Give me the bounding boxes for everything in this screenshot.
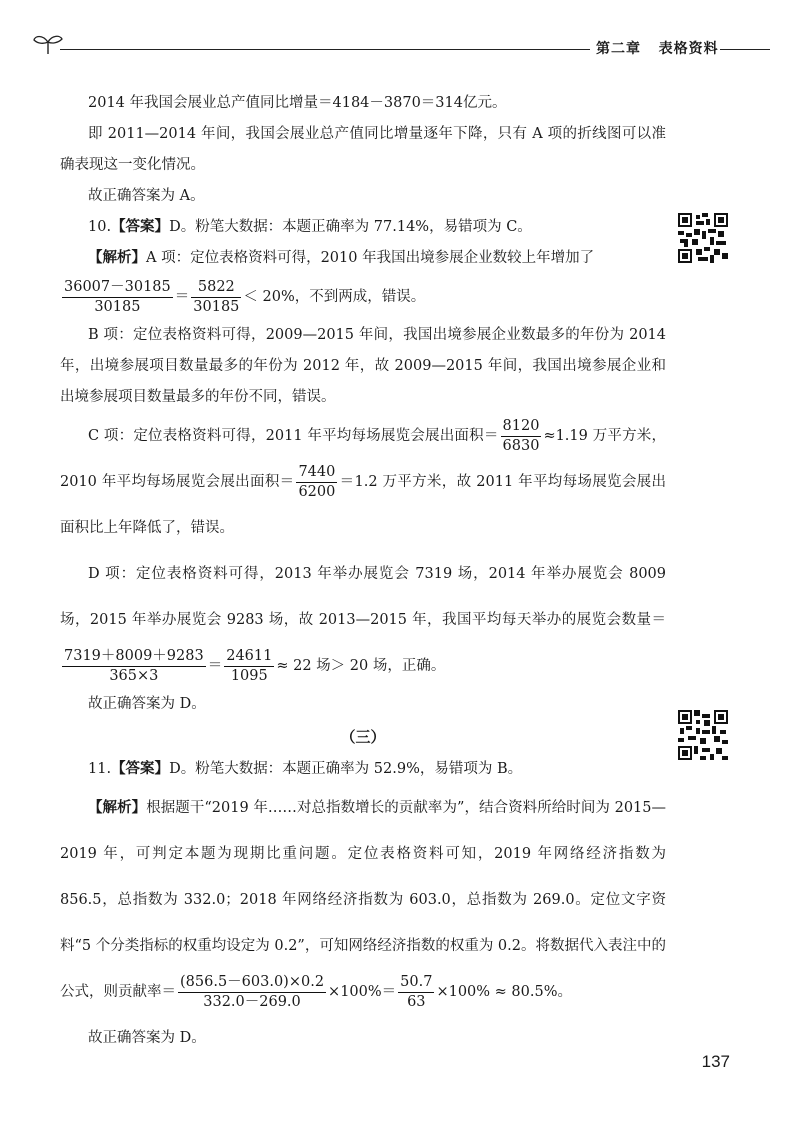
fraction-denominator: 30185 bbox=[193, 298, 240, 315]
q10-d-text: D 项：定位表格资料可得，2013 年举办展览会 7319 场，2014 年举办展览会 8009 场，2015 年举办展览会 9283 场，故 2013—2015 年，我国平均每天举办的展览会数量＝ bbox=[60, 566, 666, 628]
fraction-numerator: 24611 bbox=[224, 648, 274, 667]
paragraph-answer-a: 故正确答案为 A。 bbox=[88, 188, 205, 204]
fraction-denominator: 1095 bbox=[230, 667, 268, 684]
q10-analysis-label: 【解析】 bbox=[88, 250, 146, 266]
header-rule-left bbox=[60, 49, 590, 50]
fraction-numerator: 8120 bbox=[501, 418, 542, 437]
q10-answer-text: D。粉笔大数据：本题正确率为 77.14%，易错项为 C。 bbox=[169, 219, 532, 235]
fraction-denominator: 63 bbox=[407, 993, 426, 1010]
q10-conclusion: 故正确答案为 D。 bbox=[88, 696, 206, 712]
fraction-denominator: 6830 bbox=[502, 437, 540, 454]
q11-analysis-text: 根据题干“2019 年……对总指数增长的贡献率为”，结合资料所给时间为 2015—2019 年，可判定本题为现期比重问题。定位表格资料可知，2019 年网络经济指数为 856.5，总指数为 332.0；2018 年网络经济指数为 603.0，总指数为 269.0。定位文字资料“5 个分类指标的权重均设定为 0.2”，可知网络经济指数的权重为 0.2。将数据代入表注中的公式，则贡献率＝ bbox=[60, 800, 666, 1000]
q11-answer-text: D。粉笔大数据：本题正确率为 52.9%，易错项为 B。 bbox=[169, 761, 523, 777]
fraction bbox=[224, 648, 274, 684]
fraction bbox=[191, 279, 241, 315]
q10-answer-label: 【答案】 bbox=[111, 219, 170, 235]
fraction-numerator: 5822 bbox=[191, 279, 241, 298]
q11-mid: ×100%＝ bbox=[328, 984, 397, 1000]
page-header bbox=[30, 28, 770, 68]
q10-d-tail: ≈ 22 场＞ 20 场，正确。 bbox=[276, 658, 446, 674]
section-title: （三） bbox=[340, 728, 386, 746]
q10-answer bbox=[60, 212, 666, 243]
paragraph-trend: 即 2011—2014 年间，我国会展业总产值同比增量逐年下降，只有 A 项的折线图可以准确表现这一变化情况。 bbox=[60, 126, 666, 173]
q10-a-text: A 项：定位表格资料可得，2010 年我国出境参展企业数较上年增加了 bbox=[146, 250, 595, 266]
q10-c-text-3: ＝1.2 万平方米，故 2011 年平均每场展览会展出面积比上年降低了，错误。 bbox=[60, 474, 666, 536]
fraction-denominator: 365×3 bbox=[109, 667, 159, 684]
fraction-denominator: 6200 bbox=[298, 483, 336, 500]
fraction bbox=[178, 974, 326, 1010]
q11-number: 11. bbox=[88, 761, 112, 777]
fraction-numerator: 50.7 bbox=[398, 974, 434, 993]
chapter-label: 第二章 bbox=[596, 41, 641, 57]
paragraph-growth: 2014 年我国会展业总产值同比增量＝4184－3870＝314亿元。 bbox=[88, 95, 507, 111]
fraction bbox=[398, 974, 434, 1010]
fraction-denominator: 30185 bbox=[94, 298, 141, 315]
q10-c-text-1: C 项：定位表格资料可得，2011 年平均每场展览会展出面积＝ bbox=[88, 428, 499, 444]
fraction-numerator: 36007－30185 bbox=[62, 279, 173, 298]
fraction bbox=[501, 418, 542, 454]
q10-c-text-2: ≈1.19 万平方米，2010 年平均每场展览会展出面积＝ bbox=[60, 428, 667, 490]
fraction bbox=[62, 279, 173, 315]
q11-tail: ×100% ≈ 80.5%。 bbox=[436, 984, 572, 1000]
fraction bbox=[62, 648, 206, 684]
q10-a-tail: ＜ 20%，不到两成，错误。 bbox=[243, 289, 426, 305]
fraction-numerator: 7319＋8009＋9283 bbox=[62, 648, 206, 667]
fraction-denominator: 332.0－269.0 bbox=[203, 993, 301, 1010]
sprout-icon bbox=[32, 32, 64, 56]
q10-analysis-a bbox=[60, 243, 666, 274]
chapter-title: 表格资料 bbox=[658, 41, 719, 57]
q11-analysis bbox=[60, 785, 666, 1015]
q10-number: 10. bbox=[88, 219, 112, 235]
q11-answer bbox=[60, 754, 666, 785]
chapter-heading bbox=[596, 38, 719, 58]
q10-analysis-d bbox=[60, 551, 666, 689]
fraction-numerator: 7440 bbox=[296, 464, 337, 483]
page-body bbox=[60, 88, 666, 1054]
qr-code-icon[interactable] bbox=[678, 710, 728, 760]
q11-answer-label: 【答案】 bbox=[111, 761, 170, 777]
qr-code-icon[interactable] bbox=[678, 213, 728, 263]
q11-conclusion: 故正确答案为 D。 bbox=[88, 1030, 206, 1046]
equals: ＝ bbox=[174, 289, 190, 305]
q10-a-formula bbox=[60, 274, 666, 320]
page-number: 137 bbox=[701, 1052, 730, 1071]
q10-analysis-c bbox=[60, 413, 666, 551]
fraction-numerator: (856.5－603.0)×0.2 bbox=[178, 974, 326, 993]
q11-analysis-label: 【解析】 bbox=[88, 800, 147, 816]
equals: ＝ bbox=[207, 658, 223, 674]
q10-analysis-b: B 项：定位表格资料可得，2009—2015 年间，我国出境参展企业数最多的年份为 2014 年，出境参展项目数量最多的年份为 2012 年，故 2009—2015 年间，我国出境参展企业和出境参展项目数量最多的年份不同，错误。 bbox=[60, 327, 666, 405]
fraction bbox=[296, 464, 337, 500]
header-rule-right bbox=[720, 49, 770, 50]
